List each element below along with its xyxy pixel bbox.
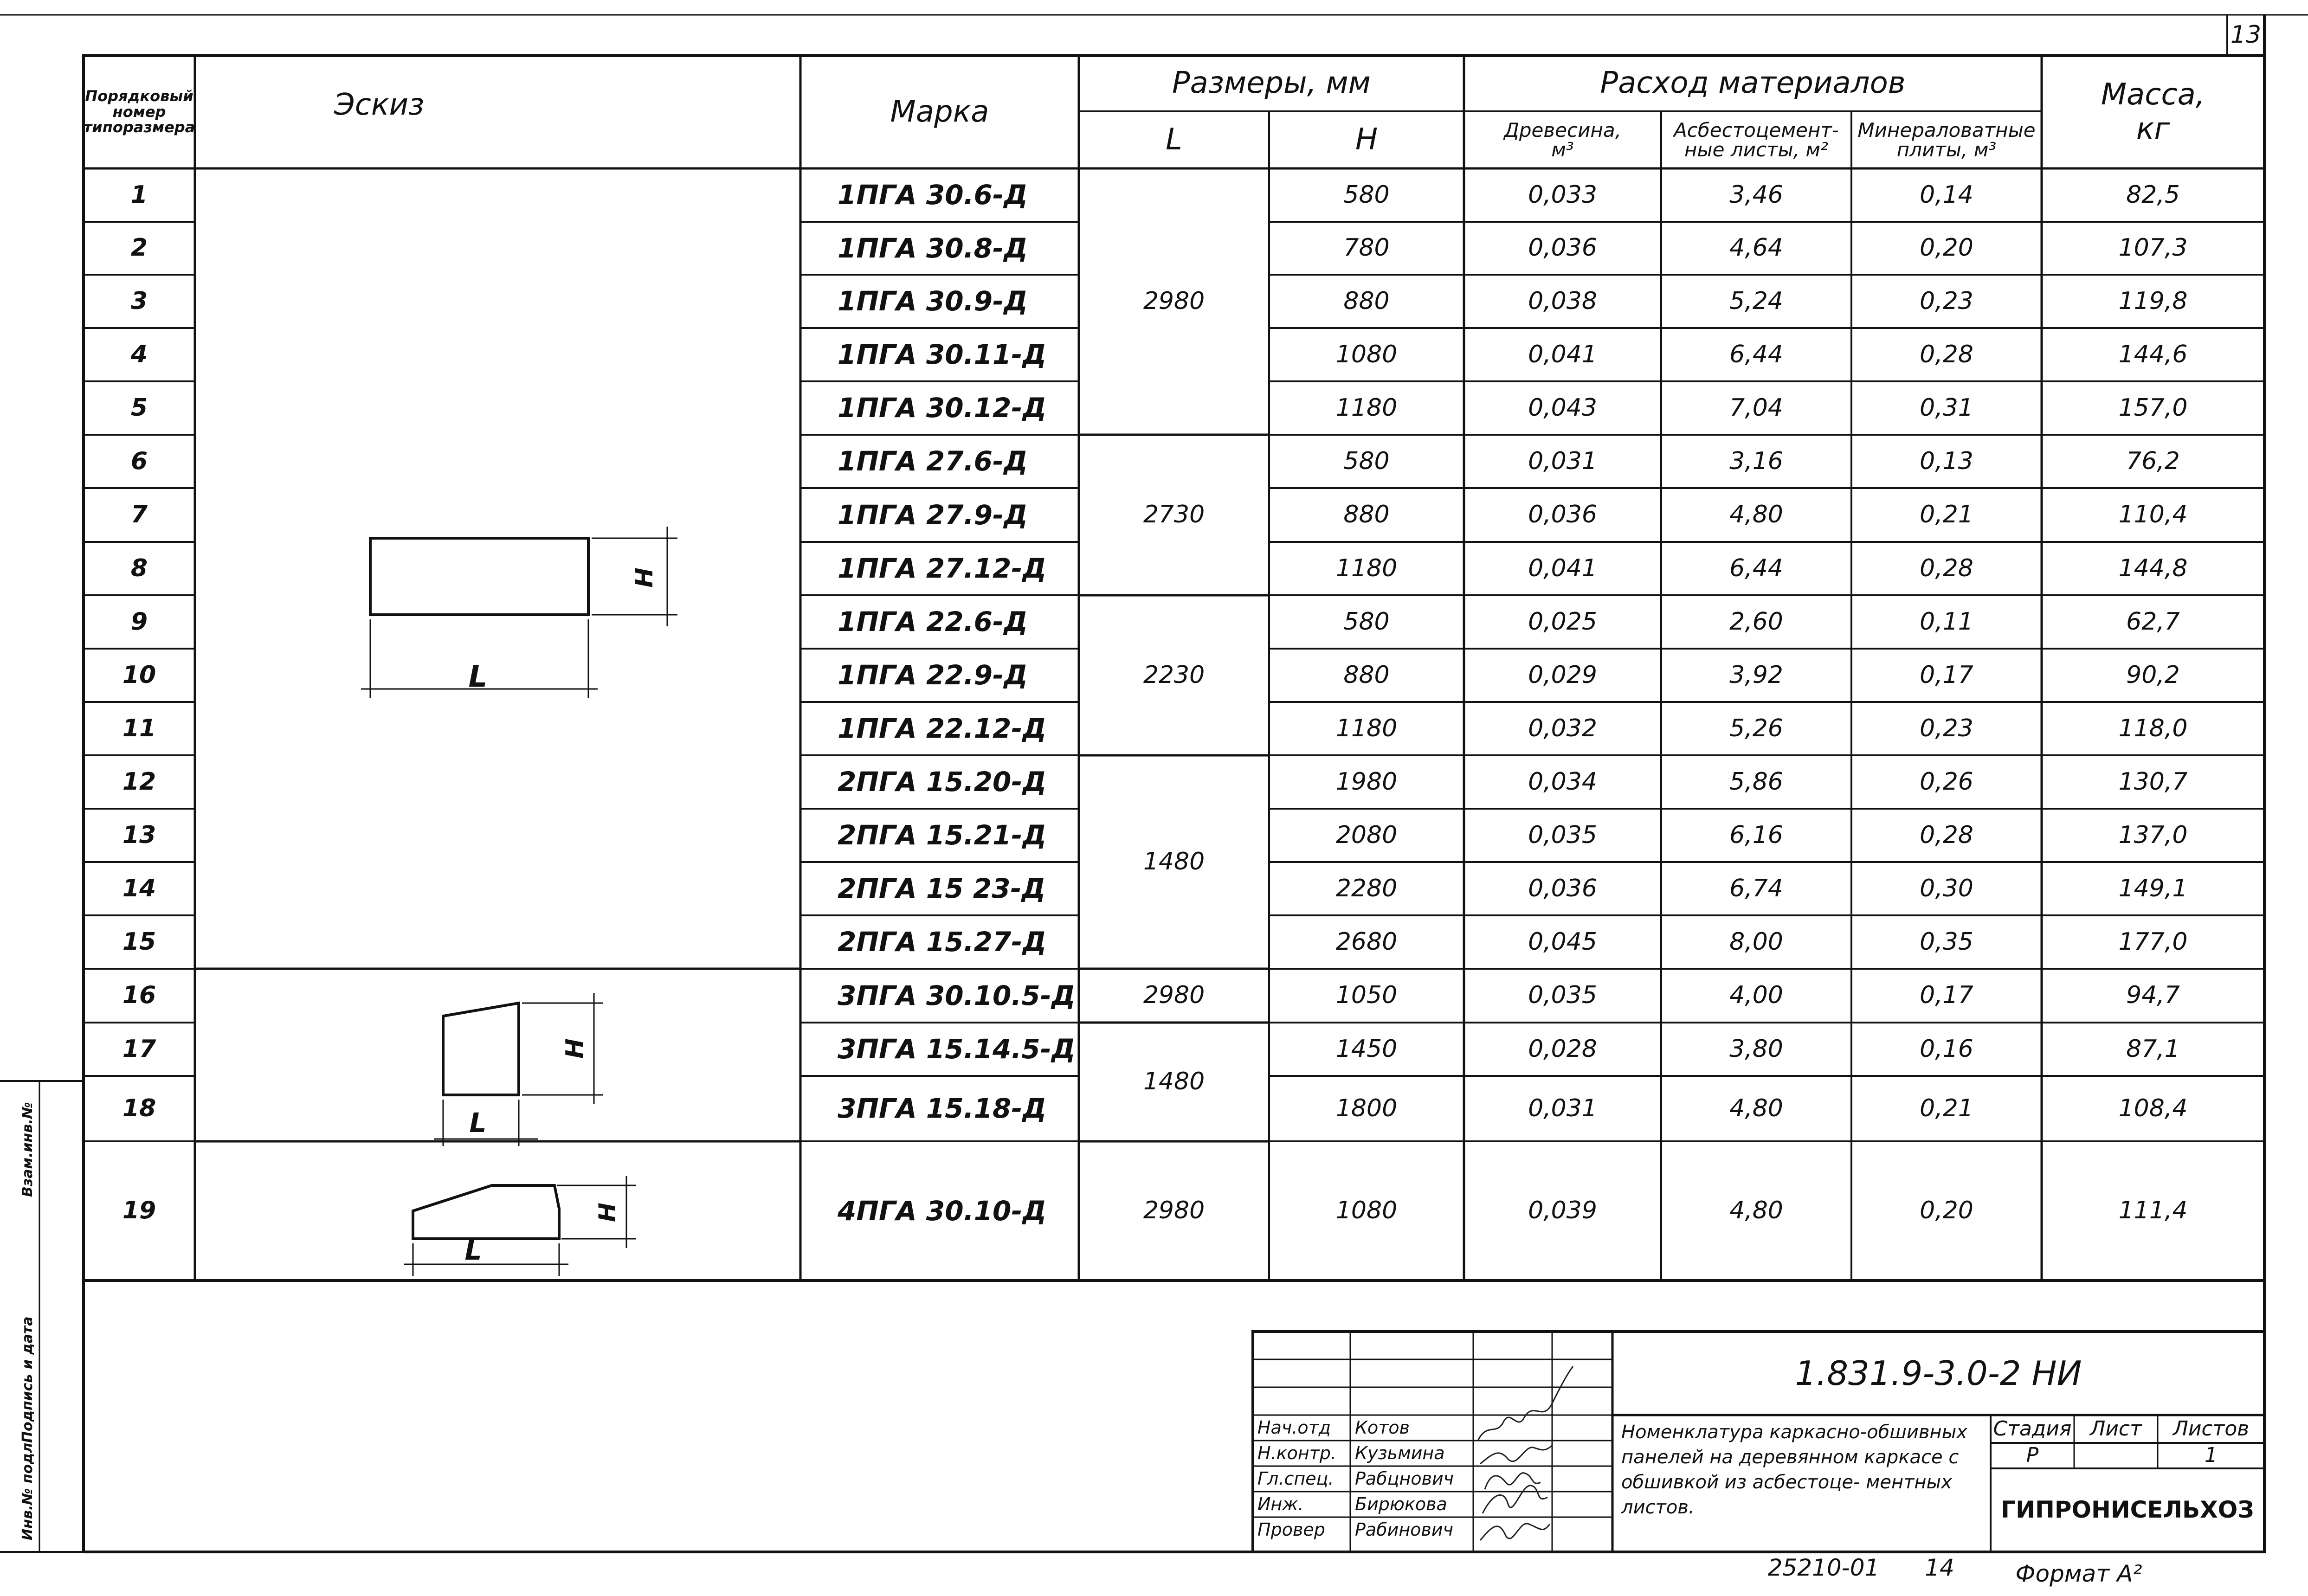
row-mass: 76,2 bbox=[2126, 447, 2180, 475]
row-asbestos: 6,74 bbox=[1729, 874, 1783, 902]
row-wood: 0,036 bbox=[1528, 234, 1597, 262]
row-mineral: 0,21 bbox=[1920, 501, 1973, 529]
row-height: 1800 bbox=[1335, 1094, 1398, 1122]
row-asbestos: 3,16 bbox=[1729, 447, 1783, 475]
row-mineral: 0,16 bbox=[1920, 1035, 1973, 1063]
row-mass: 87,1 bbox=[2126, 1035, 2180, 1063]
sketch1-label-h: H bbox=[631, 567, 659, 588]
row-wood: 0,036 bbox=[1528, 501, 1597, 529]
row-mineral: 0,23 bbox=[1920, 714, 1973, 742]
header-mark: Марка bbox=[890, 94, 989, 129]
format-label: Формат А² bbox=[2015, 1560, 2142, 1587]
row-mark: 3ПГА 15.14.5-Д bbox=[838, 1033, 1076, 1065]
row-height: 1180 bbox=[1335, 714, 1398, 742]
row-mass: 149,1 bbox=[2118, 874, 2188, 902]
row-wood: 0,025 bbox=[1528, 607, 1597, 636]
row-mass: 94,7 bbox=[2126, 981, 2180, 1010]
stamp-person-name: Рабцнович bbox=[1355, 1468, 1454, 1489]
header-dimensions: Размеры, мм bbox=[1172, 66, 1371, 101]
row-mark: 3ПГА 15.18-Д bbox=[838, 1093, 1047, 1125]
row-height: 1980 bbox=[1335, 767, 1398, 796]
stamp-stage-label: Стадия bbox=[1993, 1416, 2072, 1441]
row-number: 18 bbox=[122, 1094, 156, 1122]
sketch-slope-panel bbox=[434, 993, 603, 1146]
row-asbestos: 3,92 bbox=[1729, 661, 1783, 689]
stamp-code: 1.831.9-3.0-2 НИ bbox=[1795, 1353, 2082, 1393]
row-mineral: 0,31 bbox=[1920, 393, 1973, 422]
header-dim-h: H bbox=[1355, 122, 1378, 157]
header-sketch: Эскиз bbox=[334, 88, 425, 122]
sketch1-label-l: L bbox=[468, 660, 488, 695]
row-number: 12 bbox=[122, 767, 156, 796]
archive-number: 25210-01 bbox=[1767, 1554, 1880, 1582]
row-mass: 108,4 bbox=[2118, 1094, 2188, 1122]
row-wood: 0,045 bbox=[1528, 927, 1597, 956]
side-label-replacement-inv: Взам.инв.№ bbox=[19, 1102, 36, 1197]
row-asbestos: 4,64 bbox=[1729, 234, 1783, 262]
row-asbestos: 4,80 bbox=[1729, 1197, 1783, 1225]
row-mass: 144,8 bbox=[2118, 554, 2188, 582]
row-height: 1080 bbox=[1335, 340, 1398, 368]
sheet-number: 13 bbox=[2230, 21, 2262, 49]
row-mineral: 0,26 bbox=[1920, 767, 1973, 796]
row-asbestos: 8,00 bbox=[1729, 927, 1783, 956]
stamp-sheet-label: Лист bbox=[2090, 1416, 2142, 1441]
stamp-sheets-label: Листов bbox=[2173, 1416, 2250, 1441]
row-number: 13 bbox=[122, 821, 156, 849]
row-mark: 2ПГА 15.20-Д bbox=[838, 766, 1047, 798]
row-mark: 3ПГА 30.10.5-Д bbox=[838, 979, 1076, 1011]
row-number: 7 bbox=[130, 501, 148, 529]
row-mark: 1ПГА 30.8-Д bbox=[838, 232, 1028, 264]
row-height: 2080 bbox=[1335, 821, 1398, 849]
side-label-inv-original: Инв.№ подл. bbox=[19, 1437, 36, 1540]
length-group-value: 1480 bbox=[1143, 848, 1205, 876]
row-mark: 2ПГА 15.27-Д bbox=[838, 926, 1047, 958]
row-wood: 0,029 bbox=[1528, 661, 1597, 689]
row-mass: 177,0 bbox=[2118, 927, 2188, 956]
row-wood: 0,041 bbox=[1528, 554, 1597, 582]
row-mass: 62,7 bbox=[2126, 607, 2180, 636]
row-mineral: 0,28 bbox=[1920, 340, 1973, 368]
row-mark: 1ПГА 22.12-Д bbox=[838, 713, 1047, 745]
row-mark: 1ПГА 27.6-Д bbox=[838, 445, 1028, 477]
row-number: 14 bbox=[122, 874, 156, 902]
row-number: 16 bbox=[122, 981, 156, 1010]
row-number: 6 bbox=[130, 447, 148, 475]
row-number: 1 bbox=[130, 180, 148, 209]
row-asbestos: 4,00 bbox=[1729, 981, 1783, 1010]
row-mineral: 0,35 bbox=[1920, 927, 1973, 956]
signatures bbox=[1478, 1366, 1573, 1540]
row-height: 880 bbox=[1343, 287, 1390, 315]
row-mineral: 0,14 bbox=[1920, 180, 1973, 209]
header-wood: Древесина, м³ bbox=[1504, 118, 1621, 161]
header-materials: Расход материалов bbox=[1600, 66, 1906, 101]
row-mark: 1ПГА 22.9-Д bbox=[838, 659, 1028, 691]
row-mark: 1ПГА 27.12-Д bbox=[838, 553, 1047, 585]
row-number: 15 bbox=[122, 927, 156, 956]
stamp-person-name: Бирюкова bbox=[1355, 1493, 1447, 1514]
row-wood: 0,034 bbox=[1528, 767, 1597, 796]
row-asbestos: 3,80 bbox=[1729, 1035, 1783, 1063]
row-number: 17 bbox=[122, 1035, 156, 1063]
row-asbestos: 6,44 bbox=[1729, 554, 1783, 582]
row-mass: 110,4 bbox=[2118, 501, 2188, 529]
sketch2-label-l: L bbox=[469, 1107, 487, 1139]
length-group-value: 2980 bbox=[1143, 287, 1205, 315]
stamp-organization: ГИПРОНИСЕЛЬХОЗ bbox=[2001, 1496, 2254, 1524]
row-mass: 130,7 bbox=[2118, 767, 2188, 796]
row-mass: 107,3 bbox=[2118, 234, 2188, 262]
row-number: 8 bbox=[130, 554, 148, 582]
row-height: 880 bbox=[1343, 661, 1390, 689]
row-asbestos: 6,44 bbox=[1729, 340, 1783, 368]
header-dim-l: L bbox=[1166, 122, 1182, 157]
sketch3-label-l: L bbox=[464, 1234, 482, 1266]
row-asbestos: 5,24 bbox=[1729, 287, 1783, 315]
row-height: 880 bbox=[1343, 501, 1390, 529]
header-asbestos: Асбестоцемент- ные листы, м² bbox=[1674, 118, 1839, 161]
row-height: 1450 bbox=[1335, 1035, 1398, 1063]
length-group-value: 1480 bbox=[1143, 1068, 1205, 1096]
stamp-sheets-value: 1 bbox=[2205, 1443, 2218, 1467]
row-mass: 157,0 bbox=[2118, 393, 2188, 422]
row-mineral: 0,13 bbox=[1920, 447, 1973, 475]
row-mass: 144,6 bbox=[2118, 340, 2188, 368]
row-asbestos: 7,04 bbox=[1729, 393, 1783, 422]
row-wood: 0,031 bbox=[1528, 1094, 1597, 1122]
length-group-value: 2980 bbox=[1143, 1197, 1205, 1225]
row-number: 11 bbox=[122, 714, 156, 742]
stamp-role: Н.контр. bbox=[1257, 1442, 1337, 1463]
row-mass: 119,8 bbox=[2118, 287, 2188, 315]
row-mark: 1ПГА 27.9-Д bbox=[838, 499, 1028, 531]
archive-page: 14 bbox=[1925, 1554, 1954, 1582]
row-asbestos: 5,86 bbox=[1729, 767, 1783, 796]
row-height: 580 bbox=[1343, 607, 1390, 636]
row-asbestos: 4,80 bbox=[1729, 501, 1783, 529]
row-number: 10 bbox=[122, 661, 156, 689]
row-mass: 111,4 bbox=[2118, 1197, 2188, 1225]
row-height: 580 bbox=[1343, 447, 1390, 475]
row-number: 4 bbox=[130, 340, 148, 368]
row-wood: 0,035 bbox=[1528, 981, 1597, 1010]
row-number: 2 bbox=[130, 234, 148, 262]
length-group-value: 2230 bbox=[1143, 661, 1205, 689]
stamp-stage-value: Р bbox=[2026, 1443, 2039, 1467]
stamp-sheet-value bbox=[2074, 1443, 2158, 1468]
row-mineral: 0,17 bbox=[1920, 981, 1973, 1010]
row-mineral: 0,23 bbox=[1920, 287, 1973, 315]
row-height: 1180 bbox=[1335, 554, 1398, 582]
row-number: 9 bbox=[130, 607, 148, 636]
row-asbestos: 6,16 bbox=[1729, 821, 1783, 849]
row-asbestos: 3,46 bbox=[1729, 180, 1783, 209]
row-wood: 0,033 bbox=[1528, 180, 1597, 209]
row-mass: 90,2 bbox=[2126, 661, 2180, 689]
row-wood: 0,028 bbox=[1528, 1035, 1597, 1063]
row-mass: 118,0 bbox=[2118, 714, 2188, 742]
row-asbestos: 5,26 bbox=[1729, 714, 1783, 742]
row-wood: 0,038 bbox=[1528, 287, 1597, 315]
row-height: 1050 bbox=[1335, 981, 1398, 1010]
length-group-value: 2730 bbox=[1143, 501, 1205, 529]
row-number: 3 bbox=[130, 287, 148, 315]
row-mineral: 0,17 bbox=[1920, 661, 1973, 689]
length-group-value: 2980 bbox=[1143, 981, 1205, 1010]
row-asbestos: 2,60 bbox=[1729, 607, 1783, 636]
row-mineral: 0,28 bbox=[1920, 821, 1973, 849]
row-wood: 0,036 bbox=[1528, 874, 1597, 902]
row-height: 580 bbox=[1343, 180, 1390, 209]
row-asbestos: 4,80 bbox=[1729, 1094, 1783, 1122]
row-number: 5 bbox=[130, 393, 148, 422]
row-mark: 1ПГА 30.11-Д bbox=[838, 339, 1047, 371]
stamp-person-name: Рабинович bbox=[1355, 1519, 1453, 1540]
row-wood: 0,043 bbox=[1528, 393, 1597, 422]
row-wood: 0,031 bbox=[1528, 447, 1597, 475]
stamp-role: Гл.спец. bbox=[1257, 1468, 1334, 1489]
stamp-role: Инж. bbox=[1257, 1493, 1304, 1514]
row-mark: 4ПГА 30.10-Д bbox=[838, 1195, 1047, 1227]
row-height: 1080 bbox=[1335, 1197, 1398, 1225]
row-mineral: 0,30 bbox=[1920, 874, 1973, 902]
row-mark: 1ПГА 30.12-Д bbox=[838, 392, 1047, 424]
stamp-person-name: Кузьмина bbox=[1355, 1442, 1445, 1463]
row-height: 2280 bbox=[1335, 874, 1398, 902]
row-height: 2680 bbox=[1335, 927, 1398, 956]
stamp-person-name: Котов bbox=[1355, 1417, 1410, 1438]
row-mineral: 0,20 bbox=[1920, 1197, 1973, 1225]
row-mass: 137,0 bbox=[2118, 821, 2188, 849]
header-mineral: Минераловатные плиты, м³ bbox=[1857, 118, 2036, 161]
row-wood: 0,041 bbox=[1528, 340, 1597, 368]
stamp-title: Номенклатура каркасно-обшивных панелей на деревянном каркасе с обшивкой из асбестоце- ментных листов. bbox=[1621, 1422, 1967, 1518]
row-mineral: 0,28 bbox=[1920, 554, 1973, 582]
row-mark: 2ПГА 15.21-Д bbox=[838, 819, 1047, 851]
row-height: 1180 bbox=[1335, 393, 1398, 422]
row-wood: 0,035 bbox=[1528, 821, 1597, 849]
sketch2-label-h: H bbox=[561, 1038, 589, 1059]
row-mineral: 0,11 bbox=[1920, 607, 1973, 636]
row-mineral: 0,21 bbox=[1920, 1094, 1973, 1122]
stamp-role: Провер bbox=[1257, 1519, 1325, 1540]
header-order-number: Порядковый номер типоразмера bbox=[83, 87, 195, 136]
sketch-rect-panel bbox=[361, 527, 677, 698]
row-mark: 1ПГА 30.6-Д bbox=[838, 179, 1028, 211]
row-wood: 0,039 bbox=[1528, 1197, 1597, 1225]
side-label-signature-date: Подпись и дата bbox=[19, 1316, 36, 1443]
row-height: 780 bbox=[1343, 234, 1390, 262]
row-mark: 1ПГА 30.9-Д bbox=[838, 285, 1028, 317]
row-mark: 1ПГА 22.6-Д bbox=[838, 606, 1028, 638]
sketch3-label-h: H bbox=[594, 1203, 621, 1222]
header-mass: Масса, кг bbox=[2101, 77, 2205, 146]
stamp-role: Нач.отд bbox=[1257, 1417, 1331, 1438]
row-mineral: 0,20 bbox=[1920, 234, 1973, 262]
row-mark: 2ПГА 15 23-Д bbox=[838, 873, 1046, 905]
row-wood: 0,032 bbox=[1528, 714, 1597, 742]
row-number: 19 bbox=[122, 1197, 156, 1225]
row-mass: 82,5 bbox=[2126, 180, 2180, 209]
